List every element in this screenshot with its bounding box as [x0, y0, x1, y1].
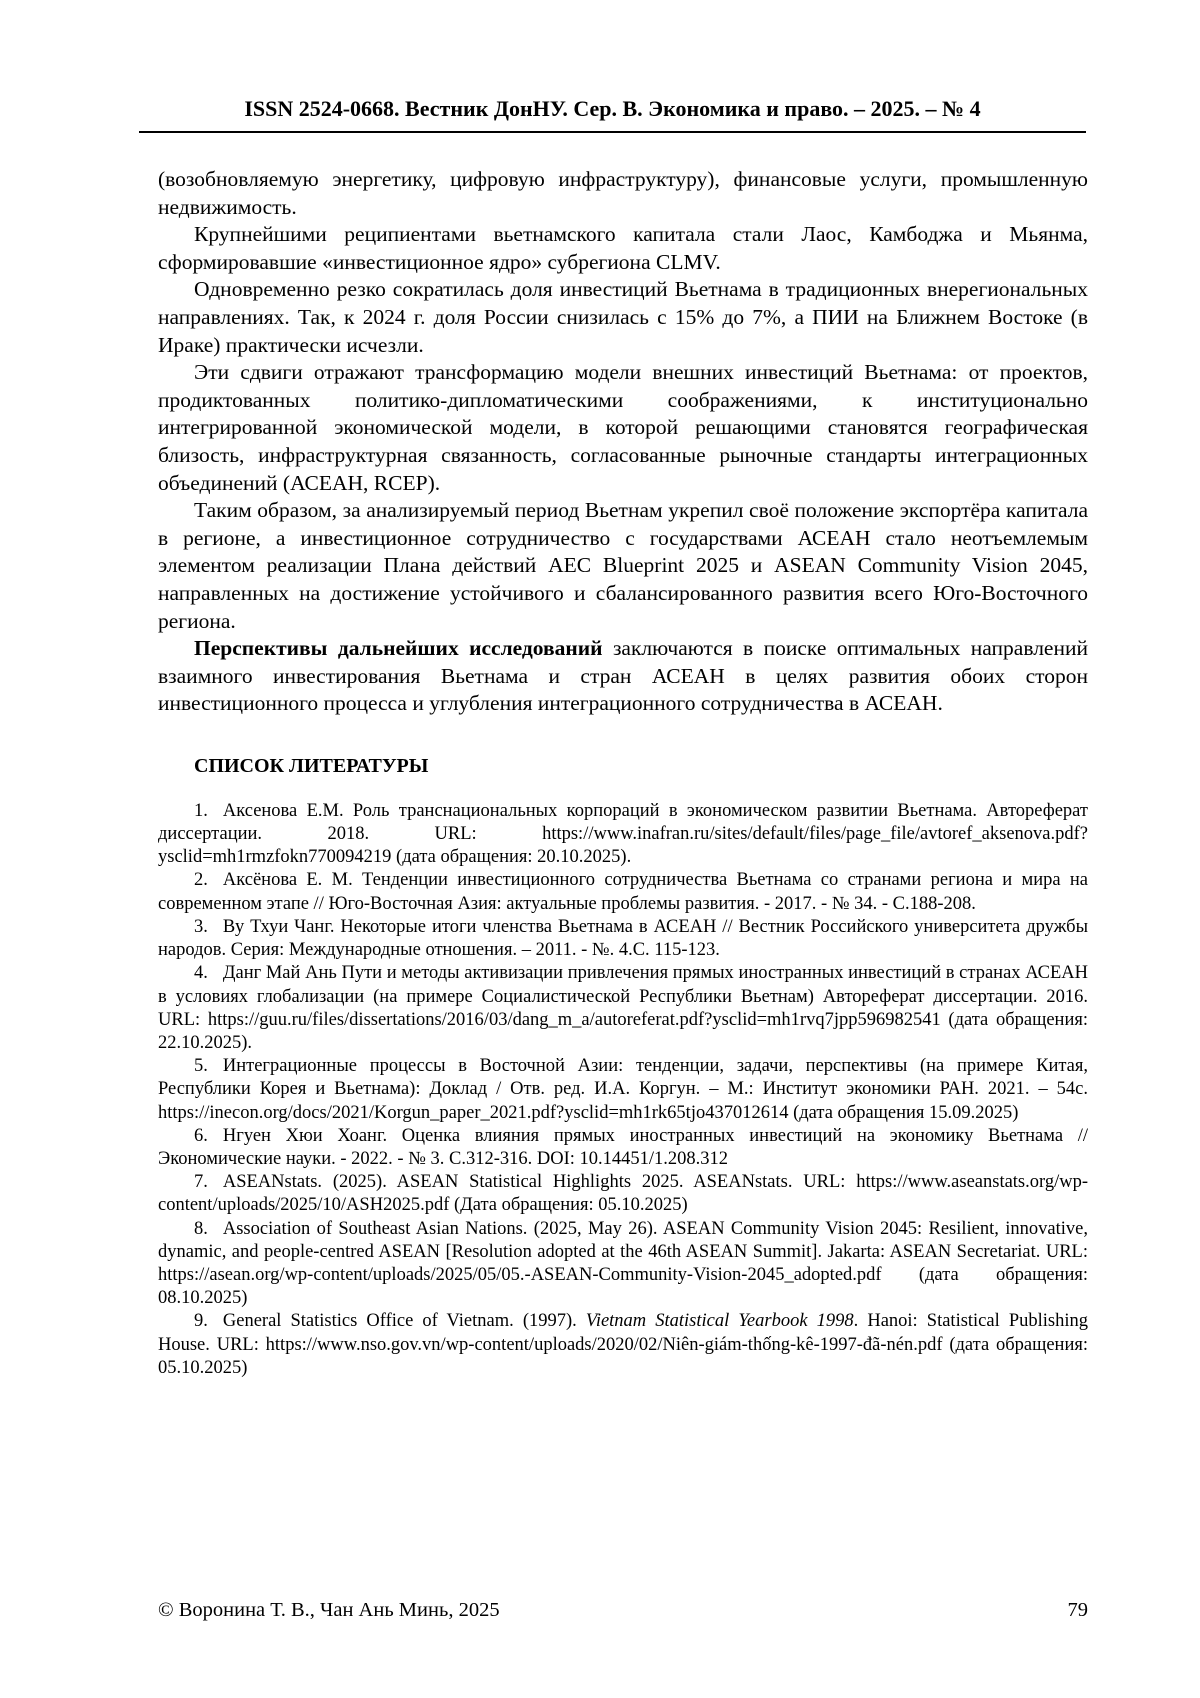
text-run: Данг Май Ань Пути и методы активизации привлечения прямых иностранных инвестиций в странах АСЕАН в условиях глобализации (на примере Социалистической Республики Вьетнам) Автореферат диссертации. 2016. URL: https://guu.ru/files/dissertations/2016/03/dang_m_a/autoreferat.pdf?ysclid=mh1rvq7jpp596982541 (дата обращения: 22.10.2025). [158, 963, 1088, 1053]
page-content [158, 166, 1088, 1380]
reference-number: 8. [194, 1218, 208, 1239]
text-run: заключаются в поиске оптимальных направлений взаимного инвестирования Вьетнама и стран АСЕАН в целях развития обоих сторон инвестиционного процесса и углубления интеграционного сотрудничества в АСЕАН. [158, 636, 1088, 716]
reference-item [158, 869, 1088, 915]
reference-item [158, 1171, 1088, 1217]
text-run: . Hanoi: Statistical Publishing House. URL: https://www.nso.gov.vn/wp-content/uploads/2020/02/Niên-giám-thống-kê-1997-đã-nén.pdf (дата обращения: 05.10.2025) [158, 1311, 1088, 1378]
reference-item [158, 962, 1088, 1055]
text-run: Association of Southeast Asian Nations. (2025, May 26). ASEAN Community Vision 2045: Resilient, innovative, dynamic, and people-centred ASEAN [Resolution adopted at the 46th ASEAN Summit]. Jakarta: ASEAN Secretariat. URL: https://asean.org/wp-content/uploads/2025/05/05.-ASEAN-Community-Vision-2045_adopted.pdf (дата обращения: 08.10.2025) [158, 1218, 1088, 1309]
body-paragraph [158, 497, 1088, 635]
references-heading: СПИСОК ЛИТЕРАТУРЫ [194, 754, 429, 777]
reference-number: 1. [194, 800, 208, 821]
body-paragraph [158, 359, 1088, 497]
journal-running-header [139, 96, 1086, 133]
running-header-text: ISSN 2524-0668. Вестник ДонНУ. Сер. В. Экономика и право. – 2025. – № 4 [244, 96, 981, 121]
text-run: Vietnam Statistical Yearbook 1998 [585, 1311, 854, 1332]
body-paragraph [158, 221, 1088, 276]
reference-item [158, 916, 1088, 962]
reference-number: 6. [194, 1125, 208, 1146]
reference-item [158, 1310, 1088, 1380]
copyright-notice: © Воронина Т. В., Чан Ань Минь, 2025 [158, 1599, 500, 1621]
reference-item [158, 1218, 1088, 1311]
text-run: ASEANstats. (2025). ASEAN Statistical Highlights 2025. ASEANstats. URL: https://www.aseanstats.org/wp-content/uploads/2025/10/ASH2025.pdf (Дата обращения: 05.10.2025) [158, 1172, 1088, 1216]
reference-number: 3. [194, 916, 208, 937]
text-run: Интеграционные процессы в Восточной Азии: тенденции, задачи, перспективы (на примере Китая, Республики Корея и Вьетнама): Доклад / Отв. ред. И.А. Коргун. – М.: Институт экономики РАН. 2021. – 54с. https://inecon.org/docs/2021/Korgun_paper_2021.pdf?ysclid=mh1rk65tjo437012614 (дата обращения 15.09.2025) [158, 1056, 1088, 1123]
reference-number: 9. [194, 1311, 208, 1332]
reference-number: 5. [194, 1056, 208, 1077]
text-run: Аксенова Е.М. Роль транснациональных корпораций в экономическом развитии Вьетнама. Автореферат диссертации. 2018. URL: https://www.inafran.ru/sites/default/files/page_file/avtoref_aksenova.pdf?ysclid=mh1rmzfokn770094219 (дата обращения: 20.10.2025). [158, 800, 1088, 868]
text-run: (возобновляемую энергетику, цифровую инфраструктуру), финансовые услуги, промышленную недвижимость. [158, 167, 1088, 219]
reference-number: 4. [194, 963, 208, 984]
text-run: Нгуен Хюи Хоанг. Оценка влияния прямых иностранных инвестиций на экономику Вьетнама // Экономические науки. - 2022. - № 3. С.312-316. DOI: 10.14451/1.208.312 [158, 1125, 1088, 1169]
reference-item [158, 1125, 1088, 1171]
reference-number: 7. [194, 1172, 208, 1193]
text-run: Таким образом, за анализируемый период Вьетнам укрепил своё положение экспортёра капитала в регионе, а инвестиционное сотрудничество с государствами АСЕАН стало неотъемлемым элементом реализации Плана действий AEC Blueprint 2025 и ASEAN Community Vision 2045, направленных на достижение устойчивого и сбалансированного развития всего Юго-Восточного региона. [158, 498, 1088, 633]
body-paragraph [158, 166, 1088, 221]
body-paragraph [158, 635, 1088, 718]
text-run: Эти сдвиги отражают трансформацию модели внешних инвестиций Вьетнама: от проектов, продиктованных политико-дипломатическими соображениями, к институционально интегрированной экономической модели, в которой решающими становятся географическая близость, инфраструктурная связанность, согласованные рыночные стандарты интеграционных объединений (АСЕАН, RCEP). [158, 360, 1088, 495]
body-paragraph [158, 276, 1088, 359]
reference-number: 2. [194, 870, 208, 891]
text-run: Одновременно резко сократилась доля инвестиций Вьетнама в традиционных внерегиональных направлениях. Так, к 2024 г. доля России снизилась с 15% до 7%, а ПИИ на Ближнем Востоке (в Ираке) практически исчезли. [158, 277, 1088, 357]
text-run: General Statistics Office of Vietnam. (1997). [222, 1311, 586, 1332]
reference-item [158, 800, 1088, 870]
article-body [158, 166, 1088, 718]
text-run: Крупнейшими реципиентами вьетнамского капитала стали Лаос, Камбоджа и Мьянма, сформировавшие «инвестиционное ядро» субрегиона CLMV. [158, 222, 1088, 274]
page-footer [158, 1598, 1088, 1623]
text-run: Перспективы дальнейших исследований [194, 636, 603, 661]
text-run: Аксёнова Е. М. Тенденции инвестиционного сотрудничества Вьетнама со странами региона и мира на современном этапе // Юго-Восточная Азия: актуальные проблемы развития. - 2017. - № 34. - С.188-208. [158, 870, 1088, 914]
reference-item [158, 1055, 1088, 1125]
references-list [158, 800, 1088, 1380]
text-run: Ву Тхуи Чанг. Некоторые итоги членства Вьетнама в АСЕАН // Вестник Российского университета дружбы народов. Серия: Международные отношения. – 2011. - №. 4.С. 115-123. [158, 916, 1088, 961]
page-number: 79 [1067, 1599, 1088, 1621]
